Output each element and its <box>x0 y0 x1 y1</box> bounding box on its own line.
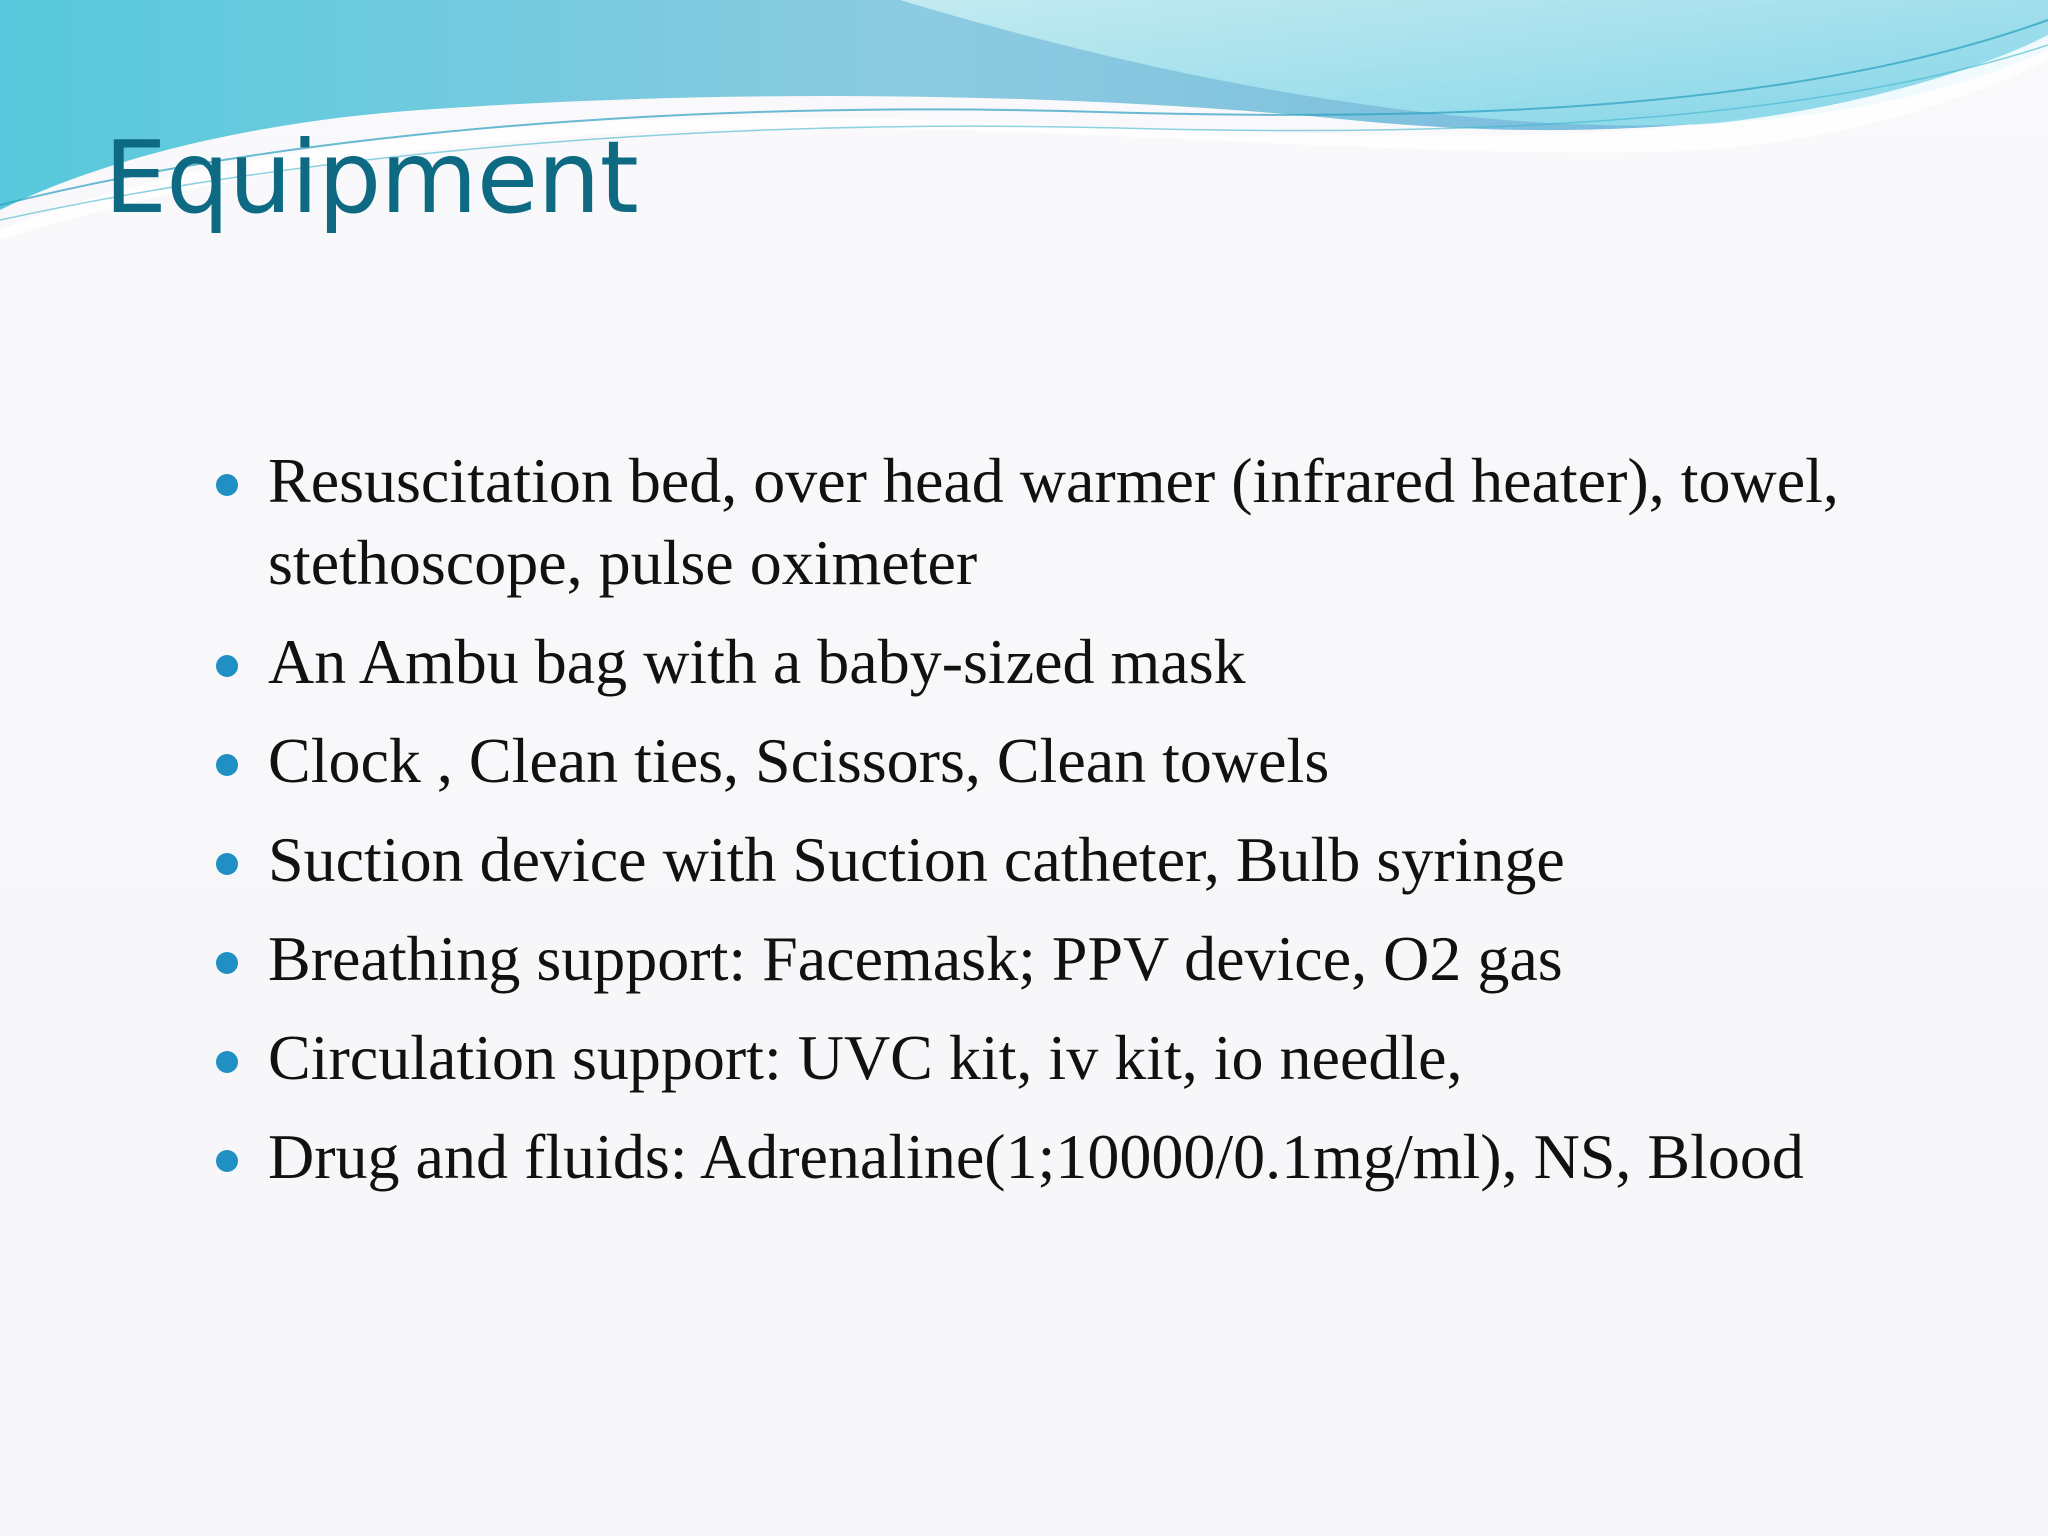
list-item-text: An Ambu bag with a baby-sized mask <box>268 626 1246 697</box>
list-item <box>212 918 1992 1000</box>
bullet-dot-icon <box>216 1150 238 1172</box>
list-item <box>212 621 1992 703</box>
list-item-text: Clock , Clean ties, Scissors, Clean towels <box>268 725 1330 796</box>
list-item-text: Resuscitation bed, over head warmer (infrared heater), towel, stethoscope, pulse oximeter <box>268 445 1839 598</box>
bullet-dot-icon <box>216 655 238 677</box>
bullet-dot-icon <box>216 853 238 875</box>
list-item-text: Suction device with Suction catheter, Bulb syringe <box>268 824 1565 895</box>
bullet-list <box>212 440 1992 1215</box>
list-item-text: Circulation support: UVC kit, iv kit, io needle, <box>268 1022 1463 1093</box>
bullet-dot-icon <box>216 1051 238 1073</box>
bullet-dot-icon <box>216 754 238 776</box>
bullet-dot-icon <box>216 952 238 974</box>
list-item <box>212 819 1992 901</box>
list-item <box>212 440 1992 604</box>
list-item <box>212 1017 1992 1099</box>
bullet-dot-icon <box>216 474 238 496</box>
list-item <box>212 720 1992 802</box>
list-item-text: Breathing support: Facemask; PPV device, O2 gas <box>268 923 1563 994</box>
slide-title: Equipment <box>104 119 638 236</box>
list-item <box>212 1116 1992 1198</box>
list-item-text: Drug and fluids: Adrenaline(1;10000/0.1mg/ml), NS, Blood <box>268 1121 1804 1192</box>
